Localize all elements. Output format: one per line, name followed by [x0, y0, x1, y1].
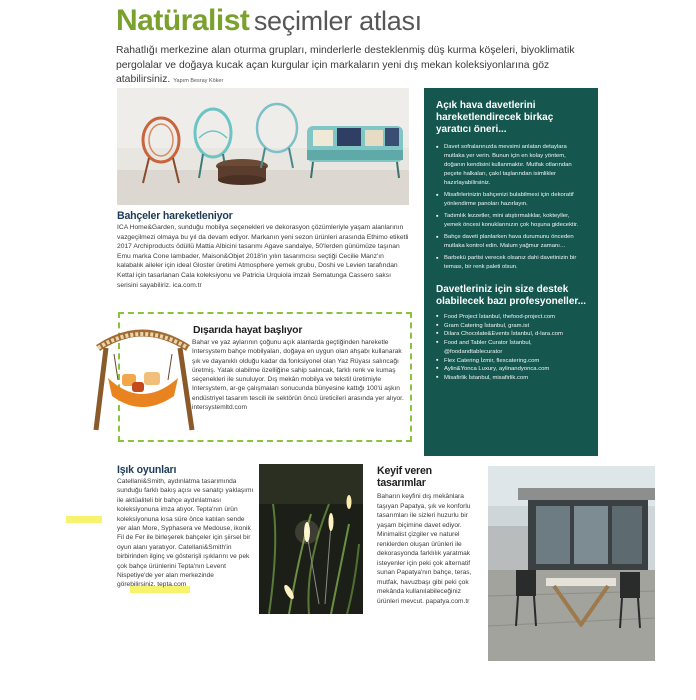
terrace-furniture-photo [488, 466, 655, 661]
pro-item: ▪ Misafirlik İstanbul, misafirlik.com [436, 374, 588, 383]
title-part1: Natüralist [116, 4, 250, 37]
pro-item: ▪ Gram Catering İstanbul, gram.ist [436, 322, 588, 331]
intro-text: Rahatlığı merkezine alan oturma grupları, minderlerle desteklenmiş düş kurma köşeleri, biyoklimatik pergolalar ve doğaya kucak açan kurgular için markaların yeni dış mekan koleksiyonlarına göz atabilirsiniz. [116, 45, 575, 85]
tip-item: ▪ Bahçe daveti planlarken hava durumunu önceden mutlaka kontrol edin. Malum yağmur zamanı… [436, 233, 588, 251]
garden-lights-photo [259, 464, 363, 614]
pro-item: ▪ Aylin&Yonca Luxury, aylinandyonca.com [436, 365, 588, 374]
garden-furniture-photo [117, 88, 409, 205]
pros-list [436, 313, 588, 383]
section4-body: Baharın keyfini dış mekânlara taşıyan Papatya, şık ve konforlu tasarımları ile sizleri huzurlu bir yaşam biçimine davet ediyor. Minimalist çizgiler ve naturel renklerden oluşan ürünleri ile dekorasyonda farklılık yaratmak isteyenler için peki çok alternatif sunan Papatya'nın bahçe, teras, mutfak, havuzbaşı gibi peki çok mekânda kullanılabileceğiniz ürünleri mevcut. papatya.com.tr [377, 493, 472, 605]
section4-heading: Keyif veren tasarımlar [377, 465, 432, 489]
swing-bed-photo [88, 318, 196, 438]
title-part2: seçimler atlası [253, 6, 422, 36]
tip-item: ▪ Misafirlerinizin bahçenizi bulabilmesi için dekoratif yönlendirme panoları hazırlayın. [436, 191, 588, 209]
highlight-mark [66, 516, 102, 523]
section2-heading: Dışarıda hayat başlıyor [193, 325, 303, 336]
tips-list [436, 143, 588, 272]
tip-item: ▪ Tadımlık lezzetler, mini atıştırmalıklar, kokteyller, yemek öncesi konuklarınızın çok hoşuna gidecektir. [436, 212, 588, 230]
section3-body: Catellani&Smith, aydınlatma tasarımında sunduğu farklı bakış açısı ve sanatçı yaklaşımı ile aktüaliteli bir bahçe aydınlatması koleksiyonuna imza atıyor. Tepta'nın ürün koleksiyonuna kısa süre önce katılan sende yer alan More, Syphasera ve Medouse, ikonik Fil de Fer ile birleşerek bahçeler için şiirsel bir oyun alanı yaratıyor. Catellani&Smith'in birbirinden ilginç ve gösterişli ışıklarını ve pek çok bahçe ürünlerini Tepta'nın Levent Nispetiye'de yer alan merkezinde görebilirsiniz. tepta.com [117, 478, 254, 589]
tip-item: ▪ Barbekü partisi verecek olsanız dahi davetinizin bir teması, bir renk paleti olsun. [436, 254, 588, 272]
pro-item: ▪ Food Project İstanbul, thefood-project.com [436, 313, 588, 322]
tip-item: ▪ Davet sofralarınızda mevsimi anlatan detaylara mutlaka yer verin. Bunun için en kolay yöntem, doğanın kendisini kullanmaktır. Mutfak otlarından peçete halkaları, çakıl taşlarından isimlikler hazırlayabilirsiniz. [436, 143, 588, 188]
party-tips-sidebar [424, 88, 598, 456]
pro-item: ▪ Flex Catering İzmir, flexcatering.com [436, 357, 588, 366]
pro-item: ▪ Dilara Chocolate&Events İstanbul, d-lara.com [436, 330, 588, 339]
page-title [116, 4, 676, 40]
section3-heading: Işık oyunları [117, 464, 177, 476]
intro-paragraph [116, 44, 586, 89]
section2-body: Bahar ve yaz aylarının çoğunu açık alanlarda geçtiğinden hareketle Intersystem bahçe mobilyaları, doğaya en uygun olan ahşabı kullanarak şık ve dayanıklı olduğu kadar da fonksiyonel olan Yaz Rüyası salıncağı üretmiş. Yatak olabilme özelliğine sahip salıncak, farklı renk ve kumaş seçenekleri ile sunuluyor. Dış mekân mobilya ve tekstil üretimiyle Intersystem, ar-ge çalışmaları sonucunda bünyesine kattığı 100'ü aşkın endüstriyel tasarım tescili ile sektörün öncü üreticileri arasında yer alıyor. intersystemltd.com [192, 339, 404, 412]
section1-body: ICA Home&Garden, sunduğu mobilya seçenekleri ve dekorasyon çözümleriyle yaşam alanlarının vazgeçilmezi olmaya bu yıl da devam ediyor. Markanın yeni sezon ürünleri arasında Ethimo etiketli 2017 Archiproducts ödüllü Mattia Albicini tasarımı Agave sandalye, 50'lerden günümüze taşınan Emu marka Cone lambader, Maison&Objet 2018'in yılın tasarımcısı seçtiği Cecilie Manz'ın kalabalık aileler için ideal Gloster üretimi Atmosphere yemek grubu, Doshi ve Levien tarafından Kettal için tasarlanan Cala koleksiyonu ve Patricia Urquiola imzalı Sematunga Cassero saksı serisini sayabiliriz. ica.com.tr [117, 224, 409, 289]
sidebar-heading-pros: Davetleriniz için size destek olabilecek bazı profesyoneller... [436, 283, 587, 307]
pro-item: ▪ Food and Tabler Curator İstanbul, @foodandtablecurator [436, 339, 588, 356]
section1-heading: Bahçeler hareketleniyor [117, 210, 233, 222]
sidebar-heading-tips: Açık hava davetlerini hareketlendirecek birkaç yaratıcı öneri... [436, 100, 554, 136]
intro-credit: Yapım Besray Köker [173, 78, 224, 84]
